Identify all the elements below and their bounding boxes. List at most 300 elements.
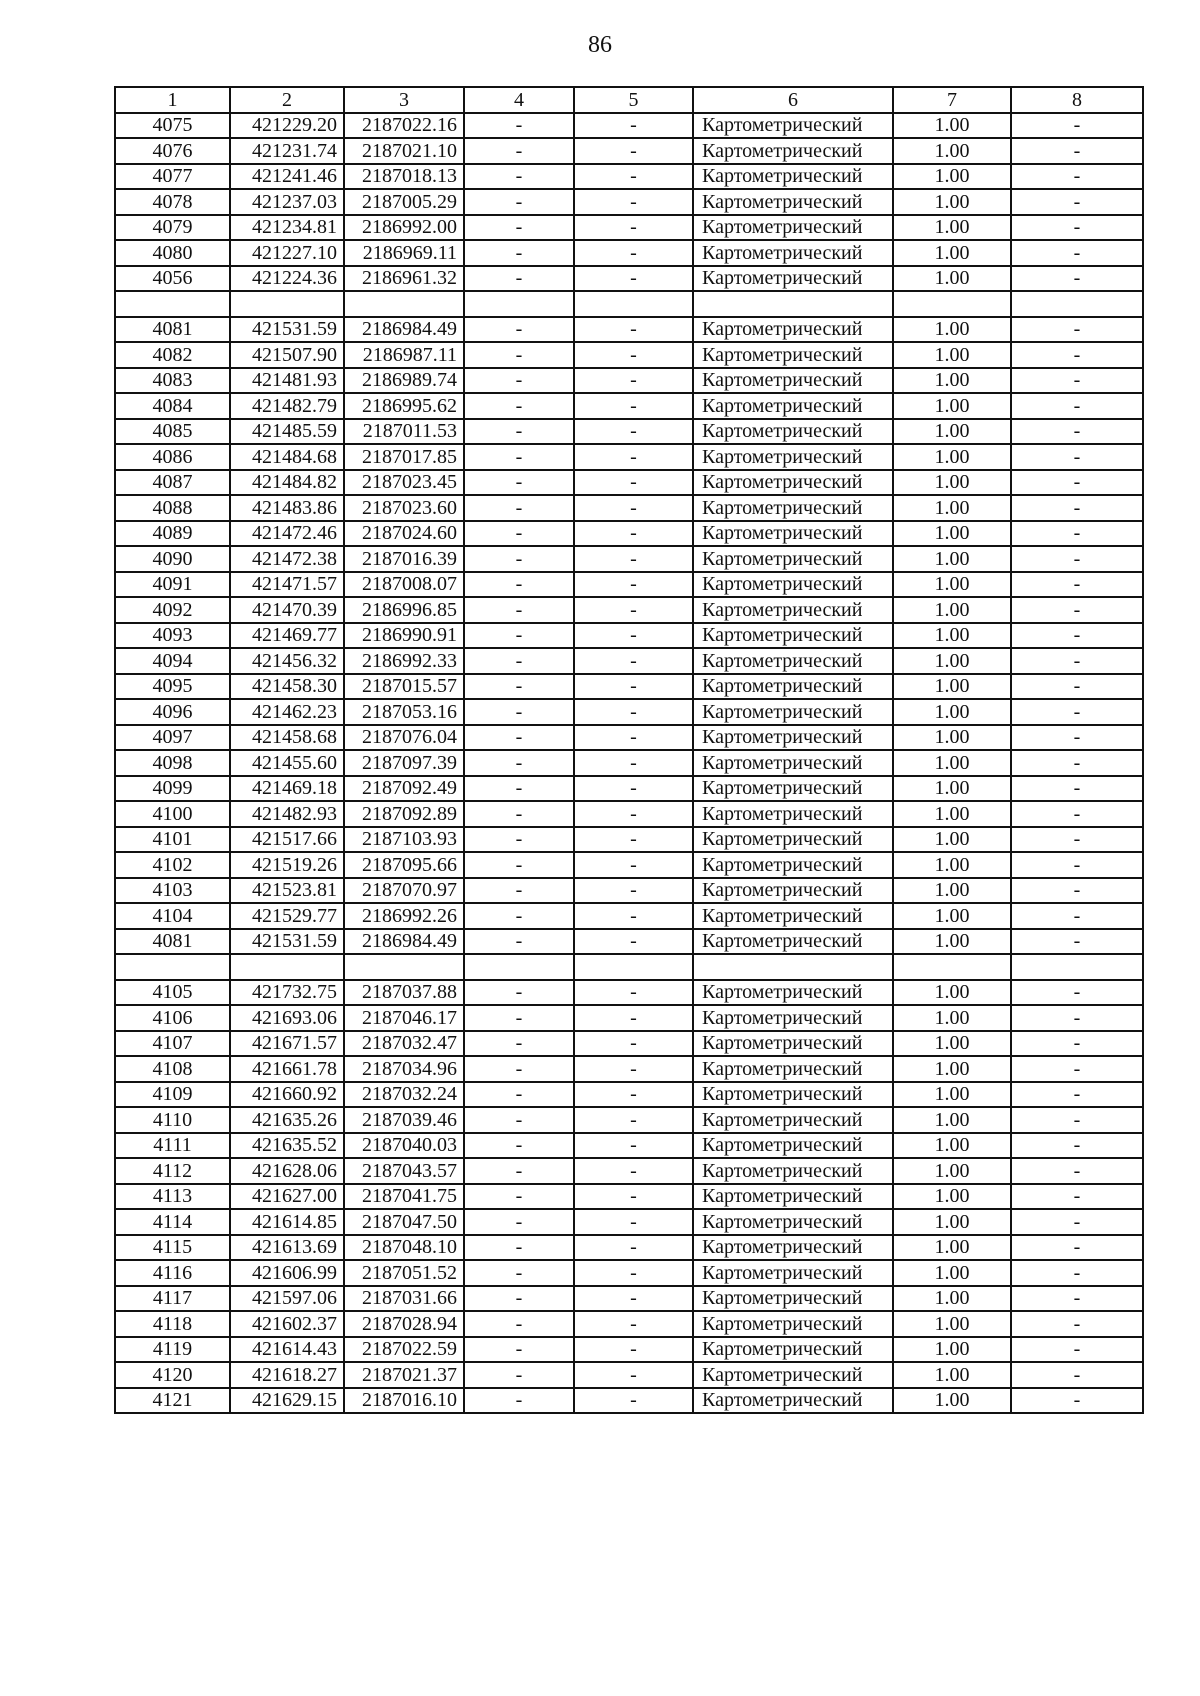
cell-point-number: 4084 (115, 393, 230, 419)
cell-point-number: 4077 (115, 164, 230, 190)
cell-coord-x: 421517.66 (230, 827, 344, 853)
table-row (115, 903, 1143, 929)
cell-method: Картометрический (693, 393, 893, 419)
table-row (115, 317, 1143, 343)
cell-method: Картометрический (693, 597, 893, 623)
table-row (115, 929, 1143, 955)
column-header-7: 7 (893, 87, 1011, 113)
cell-col-5: - (574, 1235, 693, 1261)
table-row (115, 1056, 1143, 1082)
cell-point-number: 4078 (115, 189, 230, 215)
page-number: 86 (588, 32, 612, 58)
cell-accuracy: 1.00 (893, 623, 1011, 649)
cell-point-number: 4080 (115, 240, 230, 266)
cell-coord-y: 2186992.33 (344, 648, 464, 674)
table-row (115, 393, 1143, 419)
cell-col-4: - (464, 1133, 574, 1159)
cell-col-8: - (1011, 648, 1143, 674)
cell-col-4: - (464, 368, 574, 394)
cell-coord-x: 421462.23 (230, 699, 344, 725)
cell-accuracy: 1.00 (893, 113, 1011, 139)
cell-coord-y: 2187023.45 (344, 470, 464, 496)
cell-accuracy: 1.00 (893, 699, 1011, 725)
cell-coord-y: 2187043.57 (344, 1158, 464, 1184)
cell-col-8: - (1011, 1260, 1143, 1286)
table-row (115, 521, 1143, 547)
cell-point-number: 4110 (115, 1107, 230, 1133)
cell-accuracy: 1.00 (893, 1005, 1011, 1031)
cell-coord-x: 421627.00 (230, 1184, 344, 1210)
cell-col-4: - (464, 1388, 574, 1414)
cell-coord-y: 2187040.03 (344, 1133, 464, 1159)
cell-accuracy: 1.00 (893, 317, 1011, 343)
cell-accuracy: 1.00 (893, 240, 1011, 266)
cell-method: Картометрический (693, 215, 893, 241)
table-separator-row (115, 954, 1143, 980)
cell-coord-y: 2186992.00 (344, 215, 464, 241)
cell-col-4 (464, 291, 574, 317)
table-row (115, 1209, 1143, 1235)
cell-col-8: - (1011, 1362, 1143, 1388)
cell-col-4: - (464, 215, 574, 241)
cell-coord-y: 2187039.46 (344, 1107, 464, 1133)
cell-point-number: 4100 (115, 801, 230, 827)
cell-accuracy: 1.00 (893, 1286, 1011, 1312)
cell-accuracy: 1.00 (893, 138, 1011, 164)
cell-col-4: - (464, 138, 574, 164)
cell-col-5: - (574, 1260, 693, 1286)
cell-col-8: - (1011, 750, 1143, 776)
cell-col-5: - (574, 1107, 693, 1133)
cell-coord-x: 421456.32 (230, 648, 344, 674)
cell-coord-x: 421472.46 (230, 521, 344, 547)
cell-col-8: - (1011, 393, 1143, 419)
cell-method: Картометрический (693, 878, 893, 904)
table-row (115, 215, 1143, 241)
cell-coord-x: 421602.37 (230, 1311, 344, 1337)
cell-method: Картометрический (693, 189, 893, 215)
cell-point-number: 4121 (115, 1388, 230, 1414)
cell-point-number: 4083 (115, 368, 230, 394)
cell-point-number: 4097 (115, 725, 230, 751)
cell-coord-y: 2187048.10 (344, 1235, 464, 1261)
cell-coord-y: 2187032.24 (344, 1082, 464, 1108)
cell-method: Картометрический (693, 929, 893, 955)
cell-col-5: - (574, 1082, 693, 1108)
cell-coord-y: 2187016.39 (344, 546, 464, 572)
cell-coord-x: 421472.38 (230, 546, 344, 572)
cell-coord-x: 421732.75 (230, 980, 344, 1006)
cell-point-number: 4090 (115, 546, 230, 572)
cell-col-8: - (1011, 1337, 1143, 1363)
cell-point-number: 4086 (115, 444, 230, 470)
cell-coord-x: 421227.10 (230, 240, 344, 266)
table-row (115, 1107, 1143, 1133)
table-separator-row (115, 291, 1143, 317)
cell-coord-y: 2187031.66 (344, 1286, 464, 1312)
cell-method: Картометрический (693, 240, 893, 266)
cell-method: Картометрический (693, 699, 893, 725)
cell-col-5: - (574, 1031, 693, 1057)
cell-coord-y: 2187076.04 (344, 725, 464, 751)
cell-point-number: 4088 (115, 495, 230, 521)
cell-coord-y: 2187095.66 (344, 852, 464, 878)
cell-accuracy: 1.00 (893, 1056, 1011, 1082)
cell-point-number: 4082 (115, 342, 230, 368)
cell-method: Картометрический (693, 1107, 893, 1133)
cell-col-8: - (1011, 699, 1143, 725)
cell-coord-y: 2187053.16 (344, 699, 464, 725)
cell-method: Картометрический (693, 572, 893, 598)
cell-accuracy: 1.00 (893, 1107, 1011, 1133)
cell-col-8: - (1011, 1082, 1143, 1108)
cell-accuracy: 1.00 (893, 266, 1011, 292)
cell-point-number: 4118 (115, 1311, 230, 1337)
cell-col-8: - (1011, 623, 1143, 649)
cell-method: Картометрический (693, 495, 893, 521)
cell-method: Картометрический (693, 1286, 893, 1312)
cell-method: Картометрический (693, 1235, 893, 1261)
cell-col-5: - (574, 470, 693, 496)
cell-coord-x: 421693.06 (230, 1005, 344, 1031)
cell-col-4: - (464, 419, 574, 445)
cell-coord-y: 2187092.89 (344, 801, 464, 827)
cell-col-8: - (1011, 189, 1143, 215)
column-header-5: 5 (574, 87, 693, 113)
column-header-4: 4 (464, 87, 574, 113)
cell-coord-x: 421614.43 (230, 1337, 344, 1363)
cell-coord-x: 421529.77 (230, 903, 344, 929)
cell-accuracy: 1.00 (893, 521, 1011, 547)
cell-point-number: 4101 (115, 827, 230, 853)
cell-method: Картометрический (693, 623, 893, 649)
cell-coord-y: 2186996.85 (344, 597, 464, 623)
cell-coord-y: 2186992.26 (344, 903, 464, 929)
cell-coord-y: 2187022.59 (344, 1337, 464, 1363)
cell-col-8: - (1011, 521, 1143, 547)
coordinates-table (114, 86, 1144, 1414)
cell-col-5: - (574, 266, 693, 292)
cell-col-8: - (1011, 240, 1143, 266)
cell-method: Картометрический (693, 138, 893, 164)
cell-coord-y: 2187022.16 (344, 113, 464, 139)
cell-method: Картометрический (693, 725, 893, 751)
cell-col-5: - (574, 572, 693, 598)
cell-col-8: - (1011, 495, 1143, 521)
cell-accuracy: 1.00 (893, 852, 1011, 878)
cell-coord-x: 421484.68 (230, 444, 344, 470)
cell-accuracy: 1.00 (893, 495, 1011, 521)
cell-col-5: - (574, 113, 693, 139)
cell-accuracy: 1.00 (893, 903, 1011, 929)
cell-col-4: - (464, 1031, 574, 1057)
cell-col-8: - (1011, 1107, 1143, 1133)
cell-method: Картометрический (693, 444, 893, 470)
cell-accuracy: 1.00 (893, 776, 1011, 802)
cell-col-5: - (574, 1388, 693, 1414)
cell-method: Картометрический (693, 1388, 893, 1414)
cell-method: Картометрический (693, 1133, 893, 1159)
cell-col-5: - (574, 240, 693, 266)
column-header-2: 2 (230, 87, 344, 113)
table-row (115, 1286, 1143, 1312)
cell-coord-y: 2187034.96 (344, 1056, 464, 1082)
cell-method: Картометрический (693, 674, 893, 700)
cell-point-number: 4089 (115, 521, 230, 547)
table-row (115, 750, 1143, 776)
cell-point-number: 4116 (115, 1260, 230, 1286)
cell-col-8: - (1011, 1311, 1143, 1337)
cell-method: Картометрический (693, 1362, 893, 1388)
cell-method: Картометрический (693, 1082, 893, 1108)
cell-col-8: - (1011, 852, 1143, 878)
cell-accuracy: 1.00 (893, 929, 1011, 955)
cell-point-number (115, 291, 230, 317)
cell-col-8: - (1011, 164, 1143, 190)
cell-coord-y: 2187017.85 (344, 444, 464, 470)
cell-method: Картометрический (693, 1260, 893, 1286)
cell-coord-x: 421629.15 (230, 1388, 344, 1414)
cell-coord-y: 2187032.47 (344, 1031, 464, 1057)
table-row (115, 1362, 1143, 1388)
cell-col-8: - (1011, 827, 1143, 853)
cell-col-4: - (464, 903, 574, 929)
cell-accuracy: 1.00 (893, 1362, 1011, 1388)
cell-point-number: 4103 (115, 878, 230, 904)
cell-col-5: - (574, 750, 693, 776)
cell-col-4: - (464, 470, 574, 496)
cell-col-8: - (1011, 1286, 1143, 1312)
cell-col-5: - (574, 495, 693, 521)
cell-point-number: 4115 (115, 1235, 230, 1261)
cell-point-number: 4056 (115, 266, 230, 292)
cell-col-8: - (1011, 1031, 1143, 1057)
cell-col-4: - (464, 342, 574, 368)
cell-method: Картометрический (693, 470, 893, 496)
cell-point-number: 4092 (115, 597, 230, 623)
cell-coord-x: 421618.27 (230, 1362, 344, 1388)
cell-accuracy: 1.00 (893, 1260, 1011, 1286)
cell-method: Картометрический (693, 903, 893, 929)
cell-col-5: - (574, 215, 693, 241)
cell-col-5: - (574, 1184, 693, 1210)
cell-point-number: 4081 (115, 317, 230, 343)
cell-coord-y: 2187021.10 (344, 138, 464, 164)
table-row (115, 138, 1143, 164)
cell-coord-y: 2187097.39 (344, 750, 464, 776)
cell-col-5: - (574, 980, 693, 1006)
cell-coord-x: 421469.77 (230, 623, 344, 649)
cell-accuracy: 1.00 (893, 597, 1011, 623)
cell-col-4: - (464, 980, 574, 1006)
cell-coord-x: 421484.82 (230, 470, 344, 496)
cell-method: Картометрический (693, 801, 893, 827)
table-row (115, 1388, 1143, 1414)
table-row (115, 648, 1143, 674)
cell-accuracy: 1.00 (893, 750, 1011, 776)
cell-coord-y: 2187037.88 (344, 980, 464, 1006)
cell-coord-y: 2186990.91 (344, 623, 464, 649)
cell-point-number: 4108 (115, 1056, 230, 1082)
cell-col-5: - (574, 929, 693, 955)
cell-col-5: - (574, 317, 693, 343)
cell-method: Картометрический (693, 317, 893, 343)
cell-coord-x: 421635.52 (230, 1133, 344, 1159)
table-row (115, 1311, 1143, 1337)
cell-col-8: - (1011, 1388, 1143, 1414)
cell-point-number: 4109 (115, 1082, 230, 1108)
cell-coord-x: 421635.26 (230, 1107, 344, 1133)
cell-coord-x: 421471.57 (230, 572, 344, 598)
cell-col-4: - (464, 393, 574, 419)
cell-method: Картометрический (693, 776, 893, 802)
table-row (115, 240, 1143, 266)
cell-method: Картометрический (693, 1031, 893, 1057)
cell-point-number: 4106 (115, 1005, 230, 1031)
cell-col-8: - (1011, 878, 1143, 904)
cell-col-4: - (464, 1337, 574, 1363)
cell-col-4: - (464, 776, 574, 802)
cell-col-5: - (574, 1133, 693, 1159)
cell-accuracy: 1.00 (893, 980, 1011, 1006)
cell-col-5: - (574, 801, 693, 827)
cell-point-number: 4112 (115, 1158, 230, 1184)
cell-accuracy: 1.00 (893, 342, 1011, 368)
cell-col-4: - (464, 317, 574, 343)
cell-col-8: - (1011, 317, 1143, 343)
cell-coord-x: 421237.03 (230, 189, 344, 215)
cell-col-8: - (1011, 342, 1143, 368)
table-row (115, 495, 1143, 521)
cell-point-number: 4111 (115, 1133, 230, 1159)
cell-accuracy: 1.00 (893, 648, 1011, 674)
cell-point-number: 4117 (115, 1286, 230, 1312)
cell-col-4: - (464, 164, 574, 190)
cell-col-5: - (574, 1209, 693, 1235)
cell-accuracy (893, 291, 1011, 317)
cell-col-5: - (574, 1056, 693, 1082)
cell-col-8: - (1011, 903, 1143, 929)
cell-coord-x: 421661.78 (230, 1056, 344, 1082)
cell-point-number: 4098 (115, 750, 230, 776)
table-row (115, 419, 1143, 445)
cell-method: Картометрический (693, 980, 893, 1006)
table-row (115, 342, 1143, 368)
cell-col-5: - (574, 852, 693, 878)
cell-point-number: 4113 (115, 1184, 230, 1210)
cell-method: Картометрический (693, 419, 893, 445)
cell-coord-x: 421660.92 (230, 1082, 344, 1108)
table-row (115, 546, 1143, 572)
cell-accuracy: 1.00 (893, 1082, 1011, 1108)
cell-method: Картометрический (693, 1209, 893, 1235)
table-row (115, 852, 1143, 878)
cell-col-8: - (1011, 776, 1143, 802)
cell-method: Картометрический (693, 266, 893, 292)
cell-col-4: - (464, 648, 574, 674)
cell-method: Картометрический (693, 1158, 893, 1184)
cell-col-4: - (464, 1107, 574, 1133)
cell-method: Картометрический (693, 113, 893, 139)
cell-col-8: - (1011, 546, 1143, 572)
cell-accuracy: 1.00 (893, 164, 1011, 190)
cell-coord-x: 421458.30 (230, 674, 344, 700)
cell-col-4: - (464, 1209, 574, 1235)
cell-method: Картометрический (693, 368, 893, 394)
cell-col-5: - (574, 878, 693, 904)
cell-coord-x: 421231.74 (230, 138, 344, 164)
cell-col-5: - (574, 393, 693, 419)
cell-col-8: - (1011, 368, 1143, 394)
table-header-row (115, 87, 1143, 113)
cell-coord-y: 2187028.94 (344, 1311, 464, 1337)
cell-coord-x: 421469.18 (230, 776, 344, 802)
table-row (115, 113, 1143, 139)
cell-col-8: - (1011, 725, 1143, 751)
table-row (115, 572, 1143, 598)
cell-col-5: - (574, 623, 693, 649)
cell-coord-y: 2187041.75 (344, 1184, 464, 1210)
cell-col-4: - (464, 699, 574, 725)
cell-coord-y: 2187092.49 (344, 776, 464, 802)
cell-col-4: - (464, 266, 574, 292)
cell-coord-y: 2187023.60 (344, 495, 464, 521)
table-row (115, 164, 1143, 190)
cell-col-8: - (1011, 801, 1143, 827)
cell-col-8: - (1011, 444, 1143, 470)
cell-coord-x: 421613.69 (230, 1235, 344, 1261)
column-header-8: 8 (1011, 87, 1143, 113)
cell-method: Картометрический (693, 521, 893, 547)
cell-method: Картометрический (693, 750, 893, 776)
cell-col-5: - (574, 1337, 693, 1363)
column-header-3: 3 (344, 87, 464, 113)
cell-col-4: - (464, 674, 574, 700)
cell-point-number (115, 954, 230, 980)
cell-coord-x (230, 291, 344, 317)
cell-coord-x (230, 954, 344, 980)
cell-coord-y: 2187005.29 (344, 189, 464, 215)
cell-col-5: - (574, 1158, 693, 1184)
cell-point-number: 4075 (115, 113, 230, 139)
table-row (115, 1337, 1143, 1363)
cell-coord-x: 421485.59 (230, 419, 344, 445)
cell-col-4: - (464, 113, 574, 139)
cell-coord-x: 421482.79 (230, 393, 344, 419)
cell-col-4: - (464, 240, 574, 266)
cell-coord-y: 2187046.17 (344, 1005, 464, 1031)
cell-col-4: - (464, 1286, 574, 1312)
cell-point-number: 4094 (115, 648, 230, 674)
cell-accuracy: 1.00 (893, 1184, 1011, 1210)
cell-method: Картометрический (693, 164, 893, 190)
cell-col-5: - (574, 1311, 693, 1337)
cell-col-5: - (574, 674, 693, 700)
cell-col-8: - (1011, 1133, 1143, 1159)
cell-coord-y: 2186987.11 (344, 342, 464, 368)
table-row (115, 266, 1143, 292)
table-row (115, 878, 1143, 904)
cell-point-number: 4096 (115, 699, 230, 725)
cell-coord-x: 421519.26 (230, 852, 344, 878)
cell-col-4: - (464, 444, 574, 470)
table-row (115, 674, 1143, 700)
cell-accuracy: 1.00 (893, 368, 1011, 394)
cell-col-4: - (464, 597, 574, 623)
column-header-6: 6 (693, 87, 893, 113)
table-row (115, 1158, 1143, 1184)
table-row (115, 776, 1143, 802)
